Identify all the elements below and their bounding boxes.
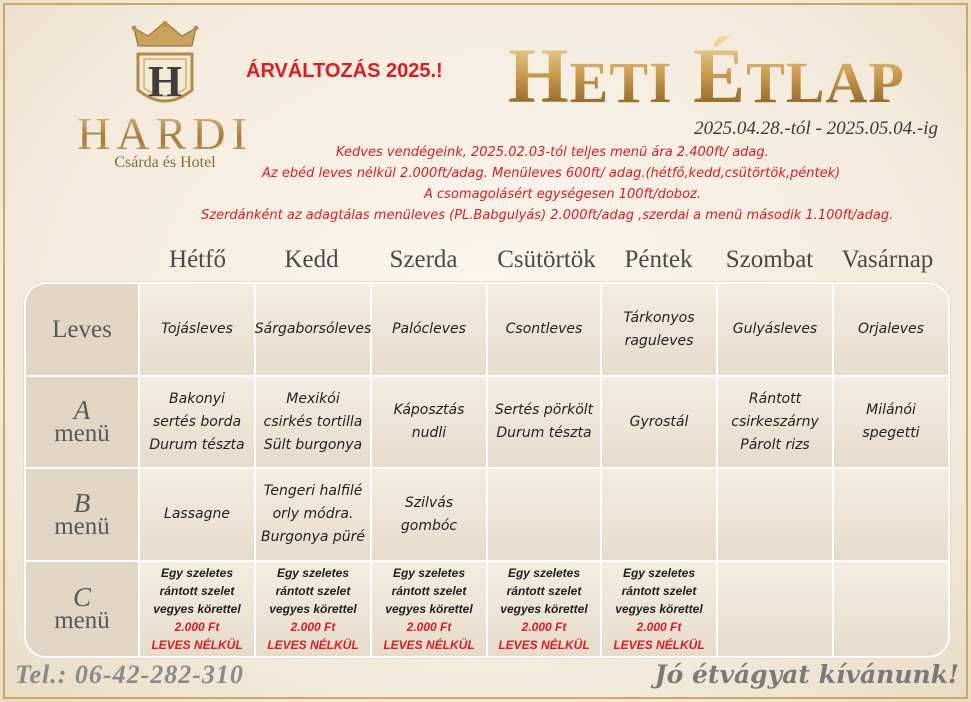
dish-c-monday-desc: Egy szeletes rántott szelet vegyes körettel [153, 566, 241, 616]
brand-name: HARDI [60, 112, 270, 156]
dish-a-friday: Gyrostál [602, 377, 718, 469]
crest-icon [132, 50, 198, 110]
dish-c-thursday-desc: Egy szeletes rántott szelet vegyes körettel [500, 566, 588, 616]
brand-subtitle: Csárda és Hotel [114, 154, 216, 171]
row-header-leves-label: Leves [52, 315, 112, 343]
dish-b-monday: Lassagne [140, 469, 256, 562]
menu-table [24, 282, 950, 658]
date-range: 2025.04.28.-tól - 2025.05.04.-ig [694, 118, 938, 139]
row-header-b-letter: B [73, 487, 91, 518]
day-header-monday: Hétfő [169, 246, 226, 273]
row-header-leves [26, 284, 140, 377]
hardi-logo [60, 20, 270, 172]
dish-leves-monday: Tojásleves [140, 284, 256, 377]
day-header-thursday: Csütörtök [497, 246, 596, 273]
dish-c-monday-note: LEVES NÉLKÜL [151, 638, 243, 652]
dish-c-thursday [488, 562, 602, 656]
dish-c-tuesday-desc: Egy szeletes rántott szelet vegyes körettel [269, 566, 357, 616]
day-header-tuesday: Kedd [284, 246, 339, 273]
dish-c-thursday-price: 2.000 Ft [521, 620, 567, 634]
crown-icon [130, 20, 200, 50]
row-header-b-word: menü [54, 512, 110, 540]
title-heti-initial: H [508, 32, 570, 119]
dish-b-sunday [834, 469, 948, 562]
title-etlap-rest: TLAP [746, 50, 905, 115]
dish-c-friday-desc: Egy szeletes rántott szelet vegyes körettel [615, 566, 703, 616]
dish-leves-sunday: Orjaleves [834, 284, 948, 377]
day-header-sunday: Vasárnap [841, 246, 934, 273]
dish-c-friday-note: LEVES NÉLKÜL [613, 638, 705, 652]
dish-c-tuesday-note: LEVES NÉLKÜL [267, 638, 359, 652]
dish-leves-tuesday: Sárgaborsóleves [256, 284, 372, 377]
note-line-4: Szerdánként az adagtálas menüleves (PL.Babgulyás) 2.000ft/adag ,szerdai a menü második 1.100ft/adag. [201, 208, 894, 223]
dish-a-thursday: Sertés pörkölt Durum tészta [488, 377, 602, 469]
dish-b-wednesday: Szilvás gombóc [372, 469, 488, 562]
day-header-friday: Péntek [624, 246, 693, 273]
row-header-a-letter: A [73, 395, 91, 425]
note-line-3: A csomagolásért egységesen 100ft/doboz. [424, 187, 701, 202]
dish-c-wednesday-desc: Egy szeletes rántott szelet vegyes körettel [385, 566, 473, 616]
dish-leves-wednesday: Palócleves [372, 284, 488, 377]
price-change-alert: ÁRVÁLTOZÁS 2025.! [246, 60, 443, 82]
crest-letter: H [147, 57, 183, 106]
dish-leves-thursday: Csontleves [488, 284, 602, 377]
note-line-1: Kedves vendégeink, 2025.02.03-tól teljes menü ára 2.400ft/ adag. [336, 145, 769, 160]
dish-c-wednesday-note: LEVES NÉLKÜL [383, 638, 475, 652]
dish-c-friday-price: 2.000 Ft [636, 620, 682, 634]
dish-c-wednesday [372, 562, 488, 656]
dish-leves-saturday: Gulyásleves [718, 284, 834, 377]
title-etlap-initial: É [693, 32, 747, 119]
slogan: Jó étvágyat kívánunk! [654, 660, 959, 689]
day-header-saturday: Szombat [725, 246, 814, 273]
dish-c-thursday-note: LEVES NÉLKÜL [498, 638, 590, 652]
row-header-b-menu [26, 469, 140, 562]
dish-a-tuesday: Mexikói csirkés tortilla Sült burgonya [256, 377, 372, 469]
dish-b-friday [602, 469, 718, 562]
dish-c-tuesday-price: 2.000 Ft [290, 620, 336, 634]
dish-b-thursday [488, 469, 602, 562]
dish-b-tuesday: Tengeri halfilé orly módra. Burgonya püré [256, 469, 372, 562]
row-header-a-word: menü [54, 420, 110, 447]
day-header-wednesday: Szerda [389, 246, 458, 273]
dish-a-monday: Bakonyi sertés borda Durum tészta [140, 377, 256, 469]
row-header-c-letter: C [72, 582, 91, 612]
title-heti-rest: ETI [569, 50, 673, 115]
note-line-2: Az ebéd leves nélkül 2.000ft/adag. Menüleves 600ft/ adag.(hétfő,kedd,csütörtök,péntek) [262, 166, 841, 181]
dish-c-tuesday [256, 562, 372, 656]
dish-a-saturday: Rántott csirkeszárny Párolt rizs [718, 377, 834, 469]
row-header-c-menu [26, 562, 140, 656]
dish-c-friday [602, 562, 718, 656]
dish-c-wednesday-price: 2.000 Ft [406, 620, 452, 634]
dish-a-sunday: Milánói spegetti [834, 377, 948, 469]
dish-a-wednesday: Káposztás nudli [372, 377, 488, 469]
dish-c-sunday [834, 562, 948, 656]
phone-number: Tel.: 06-42-282-310 [15, 660, 244, 689]
dish-c-monday [140, 562, 256, 656]
row-header-c-word: menü [54, 607, 110, 634]
page-title [508, 32, 905, 123]
row-header-a-menu [26, 377, 140, 469]
dish-c-saturday [718, 562, 834, 656]
dish-b-saturday [718, 469, 834, 562]
dish-c-monday-price: 2.000 Ft [174, 620, 220, 634]
dish-leves-friday: Tárkonyos raguleves [602, 284, 718, 377]
